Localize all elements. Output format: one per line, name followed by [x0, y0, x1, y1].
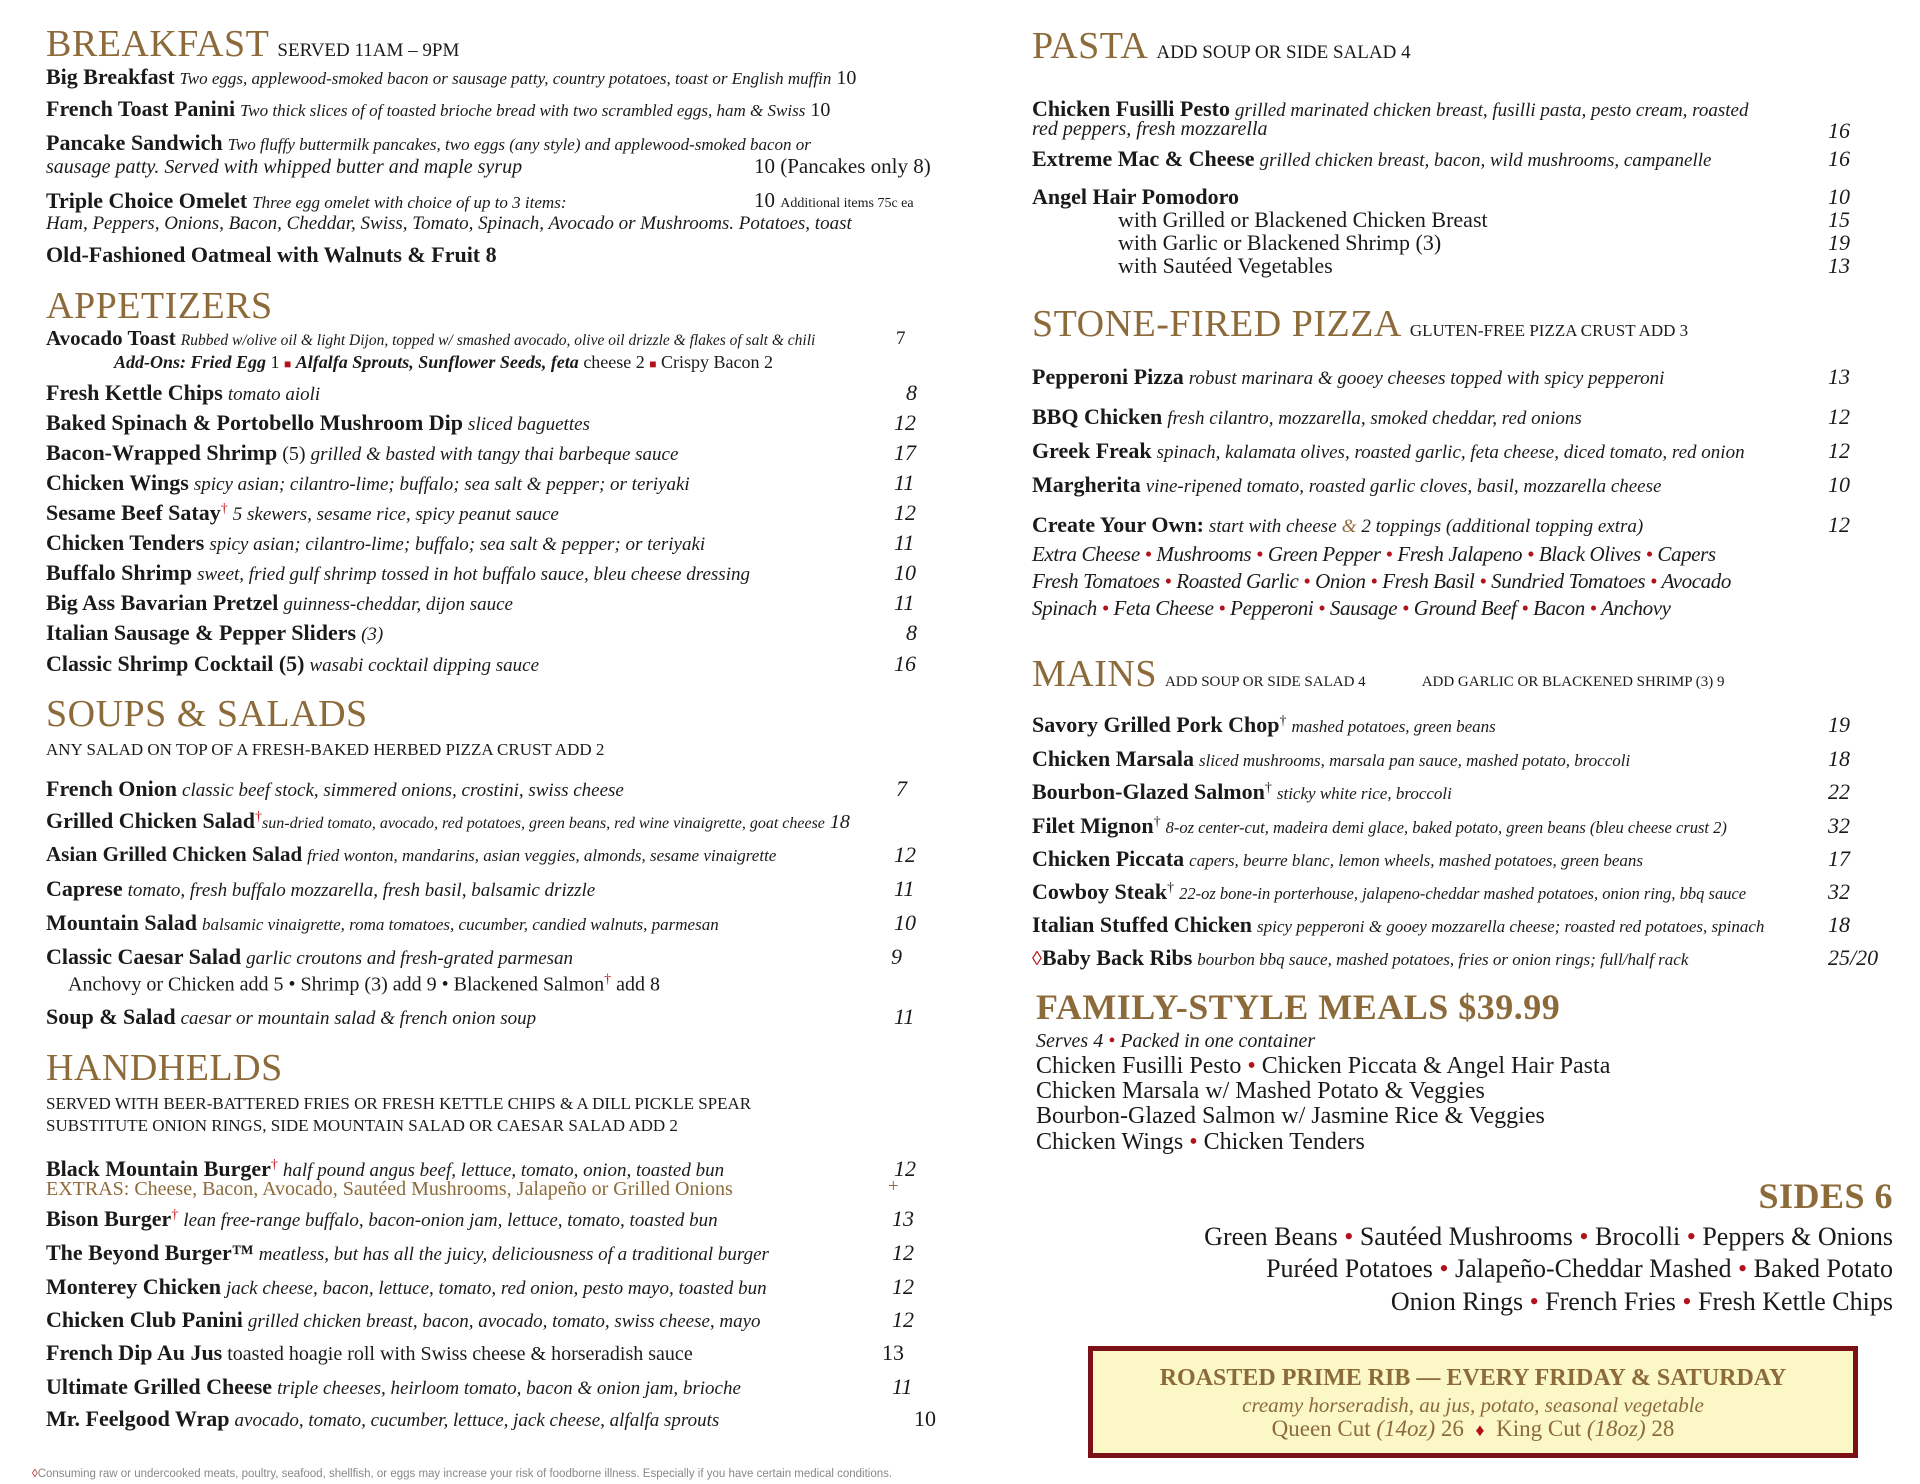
pizza-topping: Roasted Garlic — [1176, 569, 1299, 593]
menu-price: 18 — [1828, 746, 1850, 771]
addons-line: Add-Ons: Fried Egg 1 ■ Alfalfa Sprouts, Sunflower Seeds, feta cheese 2 ■ Crispy Bacon 2 — [114, 352, 774, 372]
menu-price: 12 — [1828, 512, 1850, 537]
side-item: Brocolli — [1595, 1222, 1681, 1251]
bullet-icon: • — [1432, 1254, 1455, 1283]
menu-item: Monterey Chicken jack cheese, bacon, lettuce, tomato, red onion, pesto mayo, toasted bun — [46, 1274, 767, 1299]
bullet-icon: • — [1251, 542, 1268, 566]
menu-item: Greek Freak spinach, kalamata olives, roasted garlic, feta cheese, diced tomato, red onion — [1032, 438, 1745, 463]
pizza-topping: Extra Cheese — [1032, 542, 1140, 566]
bullet-icon: ■ — [649, 357, 657, 371]
family-line: Bourbon-Glazed Salmon w/ Jasmine Rice & Veggies — [1036, 1103, 1545, 1129]
menu-item: Black Mountain Burger† half pound angus beef, lettuce, tomato, onion, toasted bun — [46, 1156, 725, 1181]
pizza-topping: Sausage — [1329, 596, 1398, 620]
menu-item: Big Breakfast Two eggs, applewood-smoked bacon or sausage patty, country potatoes, toast or English muffin 10 — [46, 64, 857, 89]
menu-item: Bison Burger† lean free-range buffalo, bacon-onion jam, lettuce, tomato, toasted bun — [46, 1206, 718, 1231]
handhelds-note: SERVED WITH BEER-BATTERED FRIES OR FRESH KETTLE CHIPS & A DILL PICKLE SPEAR — [46, 1094, 752, 1113]
menu-price: 10 Additional items 75c ea — [754, 188, 914, 212]
menu-item: Chicken Wings spicy asian; cilantro-lime; buffalo; sea salt & pepper; or teriyaki — [46, 470, 690, 495]
menu-price: 7 — [896, 776, 907, 801]
handhelds-heading: HANDHELDS — [46, 1047, 283, 1089]
prime-rib-box — [1088, 1346, 1858, 1458]
menu-price: 12 — [894, 500, 916, 525]
menu-price: 19 — [1828, 712, 1850, 737]
menu-price: 12 — [1828, 438, 1850, 463]
menu-price: 13 — [1828, 364, 1850, 389]
side-item: Jalapeño-Cheddar Mashed — [1454, 1254, 1732, 1283]
bullet-icon: • — [1108, 1030, 1116, 1052]
pasta-option: with Garlic or Blackened Shrimp (3) — [1118, 230, 1442, 255]
menu-item: Soup & Salad caesar or mountain salad & french onion soup — [46, 1004, 537, 1029]
menu-price: 10 — [894, 910, 916, 935]
menu-price: 17 — [894, 440, 916, 465]
menu-price: 22 — [1828, 779, 1850, 804]
prime-rib-desc: creamy horseradish, au jus, potato, seasonal vegetable — [1242, 1393, 1704, 1417]
menu-item: Create Your Own: start with cheese & 2 toppings (additional topping extra) — [1032, 512, 1644, 537]
menu-item: French Toast Panini Two thick slices of of toasted brioche bread with two scrambled eggs, ham & Swiss 10 — [46, 96, 831, 121]
menu-price: 11 — [894, 876, 915, 901]
menu-price: 7 — [896, 328, 906, 349]
menu-price: 10 — [1828, 184, 1850, 209]
bullet-icon: • — [1189, 1129, 1198, 1155]
menu-price: 12 — [892, 1240, 914, 1265]
bullet-icon: • — [1640, 542, 1658, 566]
sides-line-2 — [1266, 1254, 1893, 1284]
menu-price: 11 — [894, 470, 915, 495]
sides-line-1 — [1204, 1222, 1893, 1252]
mains-heading: MAINS ADD SOUP OR SIDE SALAD 4 ADD GARLIC OR BLACKENED SHRIMP (3) 9 — [1032, 653, 1725, 695]
bullet-icon: • — [1572, 1222, 1595, 1251]
menu-item: Triple Choice Omelet Three egg omelet with choice of up to 3 items: — [46, 188, 567, 213]
menu-item: Mr. Feelgood Wrap avocado, tomato, cucumber, lettuce, jack cheese, alfalfa sprouts — [46, 1406, 720, 1431]
menu-item: Italian Sausage & Pepper Sliders (3) — [46, 620, 384, 645]
menu-item: BBQ Chicken fresh cilantro, mozzarella, smoked cheddar, red onions — [1032, 404, 1582, 429]
menu-item: Mountain Salad balsamic vinaigrette, roma tomatoes, cucumber, candied walnuts, parmesan — [46, 910, 719, 935]
side-item: Fresh Kettle Chips — [1698, 1287, 1893, 1316]
breakfast-subtitle: SERVED 11AM – 9PM — [277, 40, 460, 61]
menu-item: Bacon-Wrapped Shrimp (5) grilled & basted with tangy thai barbeque sauce — [46, 440, 679, 465]
side-item: Onion Rings — [1390, 1287, 1524, 1316]
menu-item: Fresh Kettle Chips tomato aioli — [46, 380, 321, 405]
menu-price: 13 — [1828, 253, 1850, 278]
menu-item: Filet Mignon† 8-oz center-cut, madeira demi glace, baked potato, green beans (bleu cheese crust 2) — [1032, 813, 1727, 838]
menu-price: 13 — [882, 1340, 904, 1365]
caesar-addons: Anchovy or Chicken add 5 • Shrimp (3) add 9 • Blackened Salmon† add 8 — [68, 972, 661, 996]
bullet-icon: • — [1313, 596, 1330, 620]
side-item: Sautéed Mushrooms — [1359, 1222, 1573, 1251]
pizza-heading: STONE-FIRED PIZZA GLUTEN-FREE PIZZA CRUST ADD 3 — [1032, 303, 1689, 345]
menu-item: Pepperoni Pizza robust marinara & gooey cheeses topped with spicy pepperoni — [1032, 364, 1665, 389]
bullet-icon: • — [1523, 1287, 1546, 1316]
menu-item: ◊Baby Back Ribs bourbon bbq sauce, mashed potatoes, fries or onion rings; full/half rack — [1032, 945, 1689, 970]
menu-item: Savory Grilled Pork Chop† mashed potatoes, green beans — [1032, 712, 1496, 737]
bullet-icon: • — [1380, 542, 1398, 566]
menu-item: Chicken Fusilli Pesto grilled marinated chicken breast, fusilli pasta, pesto cream, roasted — [1032, 96, 1749, 121]
menu-item: Margherita vine-ripened tomato, roasted garlic cloves, basil, mozzarella cheese — [1032, 472, 1662, 497]
menu-price: 13 — [892, 1206, 914, 1231]
bullet-icon: • — [1247, 1053, 1256, 1079]
prime-rib-cuts: Queen Cut (14oz) 26 ♦ King Cut (18oz) 28 — [1271, 1416, 1675, 1441]
pizza-topping: Capers — [1657, 542, 1716, 566]
toppings-line-1 — [1032, 542, 1716, 567]
menu-item: Asian Grilled Chicken Salad fried wonton, mandarins, asian veggies, almonds, sesame vinaigrette — [46, 842, 777, 866]
pizza-topping: Pepperoni — [1230, 596, 1314, 620]
appetizers-heading: APPETIZERS — [46, 285, 273, 327]
sides-title: SIDES 6 — [1758, 1176, 1893, 1216]
bullet-icon: • — [1213, 596, 1231, 620]
menu-price: 18 — [1828, 912, 1850, 937]
menu-item: Grilled Chicken Salad†sun-dried tomato, avocado, red potatoes, green beans, red wine vinaigrette, goat cheese 18 — [46, 808, 850, 833]
menu-price: 12 — [892, 1307, 914, 1332]
toppings-line-3 — [1032, 596, 1671, 621]
menu-item-desc: red peppers, fresh mozzarella — [1032, 118, 1268, 140]
menu-item-desc: Ham, Peppers, Onions, Bacon, Cheddar, Swiss, Tomato, Spinach, Avocado or Mushrooms. Potatoes, toast — [46, 213, 852, 234]
bullet-icon: • — [1159, 569, 1177, 593]
footnote: ◊Consuming raw or undercooked meats, poultry, seafood, shellfish, or eggs may increase your risk of foodborne illness. Especially if you have certain medical conditions. — [32, 1468, 893, 1480]
bullet-icon: • — [1731, 1254, 1754, 1283]
menu-price: 32 — [1828, 813, 1850, 838]
menu-price: 11 — [892, 1374, 913, 1399]
bullet-icon: • — [1645, 569, 1662, 593]
pizza-topping: Bacon — [1533, 596, 1585, 620]
bullet-icon: • — [1584, 596, 1602, 620]
menu-price: 12 — [892, 1274, 914, 1299]
menu-item: French Onion classic beef stock, simmered onions, crostini, swiss cheese — [46, 776, 624, 801]
side-item: Green Beans — [1204, 1222, 1338, 1251]
menu-price: 25/20 — [1828, 945, 1879, 970]
menu-item: Buffalo Shrimp sweet, fried gulf shrimp tossed in hot buffalo sauce, bleu cheese dressing — [46, 560, 750, 585]
menu-item: Classic Caesar Salad garlic croutons and fresh-grated parmesan — [46, 944, 574, 969]
menu-price: 8 — [906, 380, 917, 405]
menu-item: Caprese tomato, fresh buffalo mozzarella, fresh basil, balsamic drizzle — [46, 876, 596, 901]
pasta-option: with Sautéed Vegetables — [1118, 253, 1333, 278]
pizza-topping: Fresh Basil — [1382, 569, 1475, 593]
bullet-icon: • — [1680, 1222, 1703, 1251]
pasta-heading: PASTA ADD SOUP OR SIDE SALAD 4 — [1032, 25, 1411, 67]
prime-rib-title: ROASTED PRIME RIB — EVERY FRIDAY & SATURDAY — [1159, 1365, 1787, 1391]
pizza-topping: Onion — [1315, 569, 1366, 593]
menu-item: Chicken Tenders spicy asian; cilantro-lime; buffalo; sea salt & pepper; or teriyaki — [46, 530, 706, 555]
menu-item: Italian Stuffed Chicken spicy pepperoni & gooey mozzarella cheese; roasted red potatoes, spinach — [1032, 912, 1765, 937]
menu-price: 12 — [894, 410, 916, 435]
menu-item: Cowboy Steak† 22-oz bone-in porterhouse, jalapeno-cheddar mashed potatoes, onion ring, bbq sauce — [1032, 879, 1747, 904]
bullet-icon: • — [1474, 569, 1492, 593]
sides-line-3 — [1391, 1287, 1893, 1317]
menu-item: Big Ass Bavarian Pretzel guinness-cheddar, dijon sauce — [46, 590, 513, 615]
bullet-icon: ■ — [284, 357, 292, 371]
menu-item: French Dip Au Jus toasted hoagie roll with Swiss cheese & horseradish sauce — [46, 1340, 693, 1365]
breakfast-title: BREAKFAST — [46, 23, 270, 65]
pizza-topping: Anchovy — [1601, 596, 1671, 620]
pizza-topping: Feta Cheese — [1113, 596, 1214, 620]
menu-price: 9 — [891, 944, 902, 969]
bullet-icon: • — [1516, 596, 1534, 620]
bullet-icon: • — [1522, 542, 1539, 566]
menu-item: Angel Hair Pomodoro — [1032, 184, 1239, 209]
pizza-topping: Avocado — [1661, 569, 1731, 593]
pizza-topping: Black Olives — [1538, 542, 1641, 566]
pizza-topping: Green Pepper — [1267, 542, 1381, 566]
pizza-topping: Spinach — [1032, 596, 1097, 620]
side-item: Puréed Potatoes — [1266, 1254, 1433, 1283]
bullet-icon: • — [1675, 1287, 1698, 1316]
handhelds-note: SUBSTITUTE ONION RINGS, SIDE MOUNTAIN SALAD OR CAESAR SALAD ADD 2 — [46, 1116, 678, 1135]
bullet-icon: • — [1337, 1222, 1360, 1251]
side-item: Peppers & Onions — [1702, 1222, 1893, 1251]
menu-item-desc: sausage patty. Served with whipped butter and maple syrup — [46, 156, 523, 178]
menu-price: 11 — [894, 590, 915, 615]
menu-price: 16 — [894, 651, 916, 676]
menu-price: 10 — [894, 560, 916, 585]
menu-item: Chicken Piccata capers, beurre blanc, lemon wheels, mashed potatoes, green beans — [1032, 846, 1644, 871]
menu-item: The Beyond Burger™ meatless, but has all the juicy, deliciousness of a traditional burger — [46, 1240, 769, 1265]
menu-price: 11 — [894, 1004, 915, 1029]
menu-price: 15 — [1828, 207, 1850, 232]
bullet-icon: • — [1139, 542, 1157, 566]
menu-price: 10 (Pancakes only 8) — [754, 154, 931, 178]
diamond-icon: ◊ — [32, 1468, 38, 1480]
diamond-icon: ◊ — [1032, 948, 1042, 970]
menu-price: 16 — [1828, 118, 1850, 143]
menu-item: Extreme Mac & Cheese grilled chicken breast, bacon, wild mushrooms, campanelle — [1032, 146, 1712, 171]
diamond-icon: ♦ — [1475, 1420, 1485, 1440]
menu-item: Ultimate Grilled Cheese triple cheeses, heirloom tomato, bacon & onion jam, brioche — [46, 1374, 741, 1399]
menu-item: Chicken Club Panini grilled chicken breast, bacon, avocado, tomato, swiss cheese, mayo — [46, 1307, 761, 1332]
bullet-icon: • — [1397, 596, 1414, 620]
menu-item: Avocado Toast Rubbed w/olive oil & light Dijon, topped w/ smashed avocado, olive oil drizzle & flakes of salt & chili — [46, 326, 816, 350]
bullet-icon: • — [1096, 596, 1114, 620]
family-heading: FAMILY-STYLE MEALS $39.99 — [1036, 987, 1561, 1027]
menu-price: 12 — [1828, 404, 1850, 429]
menu-price: 8 — [906, 620, 917, 645]
soups-note: ANY SALAD ON TOP OF A FRESH-BAKED HERBED PIZZA CRUST ADD 2 — [46, 740, 605, 759]
breakfast-heading — [46, 22, 459, 66]
pizza-topping: Ground Beef — [1413, 596, 1517, 620]
soups-heading: SOUPS & SALADS — [46, 693, 368, 735]
family-line: Chicken Wings • Chicken Tenders — [1036, 1129, 1365, 1155]
menu-item: Baked Spinach & Portobello Mushroom Dip sliced baguettes — [46, 410, 590, 435]
menu-price: 16 — [1828, 146, 1850, 171]
extras-line: EXTRAS: Cheese, Bacon, Avocado, Sautéed Mushrooms, Jalapeño or Grilled Onions — [46, 1178, 733, 1200]
menu-item: Bourbon-Glazed Salmon† sticky white rice, broccoli — [1032, 779, 1452, 804]
menu-price: 12 — [894, 842, 916, 867]
menu-price: 17 — [1828, 846, 1850, 871]
extras-price: + — [888, 1176, 899, 1197]
family-serves: Serves 4 • Packed in one container — [1036, 1030, 1316, 1052]
menu-price: 10 — [1828, 472, 1850, 497]
pizza-topping: Fresh Jalapeno — [1397, 542, 1523, 566]
menu-price: 12 — [894, 1156, 916, 1181]
menu-item: Chicken Marsala sliced mushrooms, marsala pan sauce, mashed potato, broccoli — [1032, 746, 1631, 771]
bullet-icon: • — [1298, 569, 1316, 593]
menu-price: 19 — [1828, 230, 1850, 255]
menu-price: 32 — [1828, 879, 1850, 904]
pizza-topping: Sundried Tomatoes — [1491, 569, 1646, 593]
side-item: French Fries — [1545, 1287, 1676, 1316]
menu-item: Sesame Beef Satay† 5 skewers, sesame rice, spicy peanut sauce — [46, 500, 559, 525]
menu-price: 11 — [894, 530, 915, 555]
pizza-topping: Mushrooms — [1156, 542, 1252, 566]
side-item: Baked Potato — [1753, 1254, 1893, 1283]
menu-price: 10 — [914, 1406, 936, 1431]
menu-item: Pancake Sandwich Two fluffy buttermilk pancakes, two eggs (any style) and applewood-smoked bacon or — [46, 130, 811, 155]
bullet-icon: • — [1365, 569, 1383, 593]
toppings-line-2 — [1032, 569, 1731, 594]
pasta-option: with Grilled or Blackened Chicken Breast — [1118, 207, 1488, 232]
family-line: Chicken Fusilli Pesto • Chicken Piccata & Angel Hair Pasta — [1036, 1053, 1611, 1079]
menu-item: Old-Fashioned Oatmeal with Walnuts & Fruit 8 — [46, 242, 497, 267]
menu-item: Classic Shrimp Cocktail (5) wasabi cocktail dipping sauce — [46, 651, 540, 676]
pizza-topping: Fresh Tomatoes — [1032, 569, 1160, 593]
family-line: Chicken Marsala w/ Mashed Potato & Veggies — [1036, 1078, 1485, 1104]
